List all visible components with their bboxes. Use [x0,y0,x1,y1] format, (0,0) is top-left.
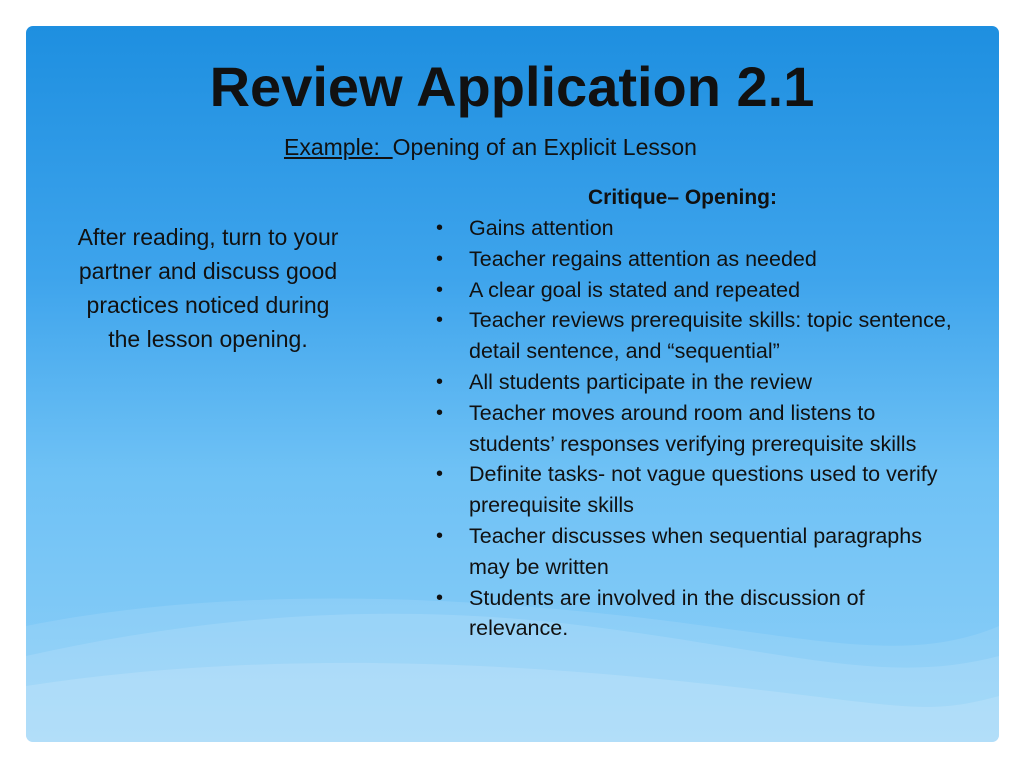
discussion-prompt: After reading, turn to your partner and discuss good practices noticed during the lesson opening. [77,224,339,352]
list-item-text: Teacher regains attention as needed [469,246,817,271]
slide-title: Review Application 2.1 [209,55,815,118]
list-item [436,583,956,645]
critique-heading: Critique– Opening: [588,186,777,209]
list-item [436,459,956,521]
list-item-text: Students are involved in the discussion of relevance. [469,585,865,641]
slide-subtitle [284,132,697,162]
subtitle-example-label: Example: [284,134,393,160]
list-item-text: Definite tasks- not vague questions used to verify prerequisite skills [469,462,938,518]
list-item-text: Teacher discusses when sequential paragraphs may be written [469,523,922,579]
bullet-icon: • [436,309,444,332]
list-item [436,244,956,275]
list-item-text: Gains attention [469,216,614,240]
list-item [436,213,956,244]
bullet-icon: • [436,278,444,301]
bullet-icon: • [436,401,444,424]
list-item-text: Teacher reviews prerequisite skills: topic sentence, detail sentence, and “sequential” [469,308,952,364]
list-item-text: All students participate in the review [469,369,812,394]
list-item [436,521,956,583]
list-item-text: Teacher moves around room and listens to students’ responses verifying prerequisite skills [469,400,917,456]
subtitle-text: Opening of an Explicit Lesson [392,134,697,160]
bullet-icon: • [436,524,444,547]
list-item [436,367,956,398]
critique-list [436,213,956,644]
bullet-icon: • [436,463,444,486]
bullet-icon: • [436,586,444,609]
list-item [436,398,956,460]
bullet-icon: • [436,370,444,393]
list-item-text: A clear goal is stated and repeated [469,277,801,302]
bullet-icon: • [436,247,444,270]
list-item [436,305,956,367]
list-item [436,275,956,306]
bullet-icon: • [436,217,444,239]
